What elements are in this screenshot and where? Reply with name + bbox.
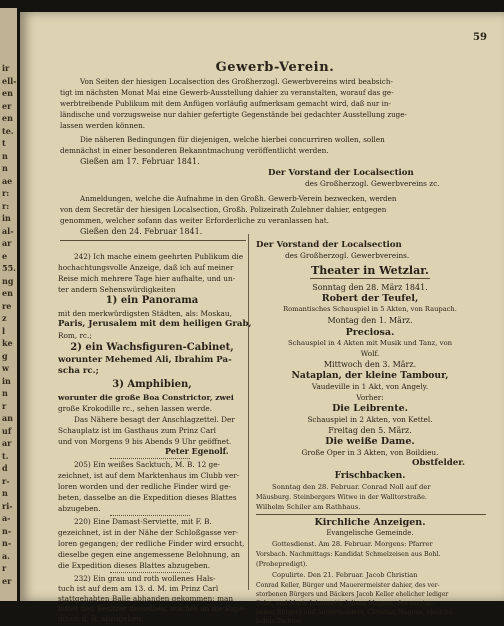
ad-line: Schauplatz ist im Gasthaus zum Prinz Carl [58,426,216,435]
ad-line: 205) Ein weißes Sacktuch, M. B. 12 ge- [74,460,221,469]
church-line: ledige Tochter. [256,618,302,625]
divider [110,515,190,516]
theater-title: Theater in Wetzlar. [311,264,429,277]
ad-line: mit den merkwürdigsten Städten, als: Moskau, [58,309,232,318]
margin-fragment: r: [2,200,10,211]
margin-fragment: t. [2,450,9,461]
divider [256,514,486,515]
margin-fragment: ell- [2,75,17,86]
margin-fragment: ri- [2,500,13,511]
margin-fragment: er [2,100,12,111]
margin-fragment: uf [2,425,12,436]
church-line: Copulirte. Den 21. Februar. Jacob Christian [272,571,418,579]
margin-fragment: er [2,575,12,586]
gewerb-line: Die näheren Bedingungen für diejenigen, welche hierbei concurriren wollen, sollen [80,135,385,144]
gewerb-line: lassen werden können. [60,121,146,130]
ad-line: tuch ist auf dem am 13. d. M. im Prinz Carl [58,584,219,593]
margin-fragment: en [2,88,13,98]
margin-fragment: te. [2,125,14,136]
ad-line: gezeichnet, ist in der Nähe der Schloßgasse ver- [58,528,239,537]
church-title: Kirchliche Anzeigen. [314,517,426,528]
ad-signature: Peter Egenolf. [165,446,229,456]
divider [110,572,190,573]
ad-line: 232) Ein grau und roth wollenes Hals- [74,574,216,583]
margin-fragment: ae [2,175,13,186]
divider [310,278,430,279]
theater-line: Wolf. [360,349,380,358]
margin-fragment: r- [2,475,10,486]
frischbacken-line: Mäusburg. Steinbergers Witwe in der Walltorstraße. [256,493,427,501]
ad-line: hochachtungsvolle Anzeige, daß ich auf meiner [58,263,234,272]
theater-line: Romantisches Schauspiel in 5 Akten, von Raupach. [283,305,457,313]
gewerb-heading: Gewerb-Verein. [215,60,335,75]
ad-line: Rom, rc.; [58,331,92,340]
gewerb-line: von dem Secretär der hiesigen Localsection, Großh. Polizeirath Zulehner dahier, entgegen [60,205,387,214]
margin-fragment: en [2,288,13,298]
margin-fragment: in [2,213,11,223]
margin-fragment: 55. [2,263,16,273]
ad-line: worunter Mehemed Ali, Ibrahim Pa- [58,355,232,365]
page-number: 59 [473,32,487,43]
margin-fragment: en [2,113,13,123]
frischbacken-line: Sonntag den 28. Februar. Conrad Noll auf der [272,483,431,491]
margin-fragment: e [2,250,8,261]
margin-fragment: t [2,138,6,148]
margin-fragment: a. [2,550,10,561]
previous-page-edge [0,8,17,601]
page [20,12,504,625]
ad-line: ter andern Sehenswürdigkeiten [58,285,176,294]
church-line: storbenen Bürgers und Bäckers Jacob Keller ehelicher lediger [256,591,449,598]
margin-fragment: r [2,563,7,573]
church-line: Conrad Keller, Bürger und Mauerermeister dahier, des ver- [256,582,440,589]
margin-fragment: n- [2,538,12,548]
theater-play: Die Leibrente. [332,403,408,414]
theater-play: Robert der Teufel, [321,293,419,304]
margin-fragment: a- [2,513,11,523]
ad-line: scha rc.; [58,366,99,376]
theater-line: Montag den 1. März. [327,316,413,325]
column-divider [248,234,249,590]
frischbacken-title: Frischbacken. [334,471,406,481]
margin-fragment: ng [2,275,14,286]
theater-line: Sonntag den 28. März 1841. [312,283,428,292]
theater-line: Freitag den 5. März. [328,426,412,435]
margin-fragment: n [2,488,8,498]
gewerb-signature: des Großherzogl. Gewerbvereins zc. [305,179,440,188]
church-subtitle: Evangelische Gemeinde. [326,529,414,537]
ad-line: stattgehabten Balle abhanden gekommen; man [58,594,234,603]
margin-fragment: n [2,388,8,398]
frischbacken-line: Wilhelm Schiler am Rathhaus. [256,503,361,511]
theater-line: Schauspiel in 4 Akten mit Musik und Tanz, von [287,339,453,347]
margin-fragment: al- [2,225,14,236]
ad-heading: 2) ein Wachsfiguren-Cabinet, [70,342,234,353]
gewerb-line: ländische und vorzugsweise nur dahier gefertigte Gegenstände bei gedachter Ausstellung zuge- [60,110,407,119]
church-line: Gottesdienst. Am 28. Februar. Morgens: Pfarrer [272,540,433,548]
gewerb-signature: Der Vorstand der Localsection [268,168,414,178]
gewerb-line: tigt im nächsten Monat Mai eine Gewerb-Ausstellung dahier zu veranstalten, worauf das ge- [60,88,394,97]
ad-line: worunter die große Boa Constrictor, zwei [58,393,234,402]
margin-fragment: re [2,300,12,311]
margin-fragment: an [2,413,13,423]
margin-fragment: ke [2,338,13,348]
margin-fragment: g [2,350,8,361]
margin-fragment: z [2,313,7,323]
margin-fragment: ar [2,238,12,248]
ad-line: große Krokodille rc., sehen lassen werde. [58,404,213,413]
theater-signature: Obstfelder. [412,458,465,468]
ad-line: 220) Eine Damast-Serviette, mit F. B. [74,517,212,526]
gewerb-date: Gießen am 17. Februar 1841. [80,157,200,166]
ad-line: dition d. B. abzugeben. [58,614,144,623]
ad-line: die Expedition dieses Blattes abzugeben. [58,561,211,570]
ad-line: Das Nähere besagt der Anschlagzettel. Der [74,415,235,424]
ad-line: bittet den Besitzer desselben, solches an die Expe- [58,604,247,613]
margin-fragment: l [2,325,6,336]
ad-line: abzugeben. [58,504,101,513]
gewerb-line: werbtreibende Publikum mit dem Anfügen vorläufig aufmerksam gemacht wird, daß nur in- [60,99,391,108]
church-line: Vorsbach. Nachmittags: Kandidat Schmelzeisen aus Bohl. [256,551,441,558]
theater-line: Schauspiel in 2 Akten, von Kettel. [307,415,433,424]
church-line: Sohn, und Marie Johannette Juliane Magnus, des verstor- [256,600,434,607]
theater-line: Große Oper in 3 Akten, von Boildieu. [301,448,439,457]
margin-fragment: ar [2,438,12,448]
theater-play: Die weiße Dame. [325,436,415,447]
ad-heading: 3) Amphibien, [112,379,192,390]
margin-fragment: r: [2,188,10,198]
church-line: benen Bürgers und Autfermeisters, Christian Magnus, eheliche [256,609,453,616]
ad-line: dieselbe gegen eine angemessene Belohnung, an [58,550,241,559]
theater-line: Vaudeville in 1 Akt, von Angely. [311,382,429,391]
gewerb-line: demnächst in einer besonderen Bekanntmachung veröffentlicht werden. [60,146,329,155]
ad-line: loren gegangen; der redliche Finder wird ersucht, [58,539,245,548]
ad-line: und von Morgens 9 bis Abends 9 Uhr geöffnet. [58,437,232,446]
gewerb-line: Anmeldungen, welche die Aufnahme in den Großh. Gewerb-Verein bezwecken, werden [80,194,397,203]
margin-fragment: n [2,150,8,161]
gewerb-line: Von Seiten der hiesigen Localsection des Großherzogl. Gewerbvereins wird beabsich- [80,77,393,86]
ad-line: Reise mich mehrere Tage hier aufhalte, und un- [58,274,236,283]
ad-line: beten, dasselbe an die Expedition dieses Blattes [58,493,237,502]
theater-line: Mittwoch den 3. März. [323,360,417,369]
ad-line: loren worden und der redliche Finder wird ge- [58,482,231,491]
church-line: (Probepredigt). [256,560,308,568]
ad-line: Paris, Jerusalem mit dem heiligen Grab, [58,319,252,329]
theater-play: Nataplan, der kleine Tambour, [291,370,449,381]
margin-fragment: w [2,363,9,373]
gewerb-signature: Der Vorstand der Localsection [256,240,402,250]
theater-line: Vorher: [356,393,384,402]
margin-fragment: in [2,375,11,386]
gewerb-line: genommen, welcher sofann das weiter Erforderliche zu veranlassen hat. [60,216,329,225]
gewerb-signature: des Großherzogl. Gewerbvereins. [285,251,410,260]
divider [60,240,246,241]
margin-fragment: d [2,463,8,473]
margin-fragment: ir [2,63,10,73]
margin-fragment: n [2,163,8,173]
theater-play: Preciosa. [345,327,395,338]
gewerb-date: Gießen den 24. Februar 1841. [80,227,203,236]
margin-fragment: n- [2,525,12,536]
margin-fragment: r [2,400,7,411]
divider [110,458,190,459]
ad-line: 242) Ich mache einem geehrten Publikum die [74,252,244,261]
ad-heading: 1) ein Panorama [105,295,199,306]
ad-line: zeichnet, ist auf dem Marktenhaus im Clubb ver- [58,471,240,480]
